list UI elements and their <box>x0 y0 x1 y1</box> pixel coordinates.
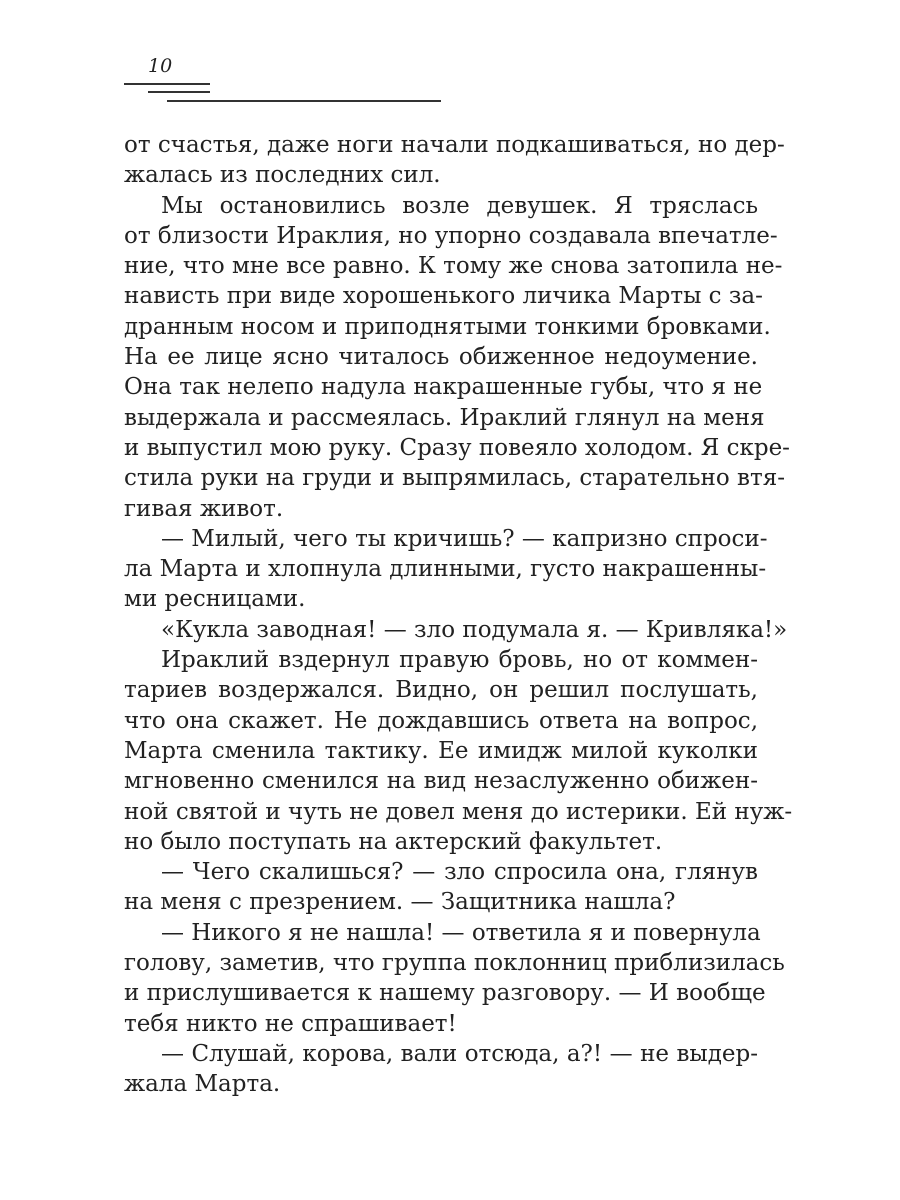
text-line: стила руки на груди и выпрямилась, старательно втя- <box>124 465 785 492</box>
body-text <box>124 130 793 1100</box>
header-rule-1 <box>124 83 210 85</box>
header-rule-2 <box>148 91 210 93</box>
text-line: дранным носом и приподнятыми тонкими бровками. <box>124 313 771 340</box>
text-line: «Кукла заводная! — зло подумала я. — Кривляка!» <box>161 616 788 643</box>
text-line: Ираклий вздернул правую бровь, но от коммен- <box>161 647 758 674</box>
text-line: и выпустил мою руку. Сразу повеяло холодом. Я скре- <box>124 434 790 461</box>
text-line: жала Марта. <box>124 1071 281 1098</box>
text-line: от близости Ираклия, но упорно создавала впечатле- <box>124 222 778 249</box>
text-line: но было поступать на актерский факультет. <box>124 828 663 855</box>
text-line: мгновенно сменился на вид незаслуженно обижен- <box>124 768 758 795</box>
text-line: Она так нелепо надула накрашенные губы, что я не <box>124 374 763 401</box>
page-number: 10 <box>148 55 173 77</box>
text-line: ние, что мне все равно. К тому же снова затопила не- <box>124 253 783 280</box>
text-line: на меня с презрением. — Защитника нашла? <box>124 889 676 916</box>
text-line: и прислушивается к нашему разговору. — И вообще <box>124 980 766 1007</box>
text-line: ла Марта и хлопнула длинными, густо накрашенны- <box>124 556 767 583</box>
text-line: тебя никто не спрашивает! <box>124 1010 457 1037</box>
text-line: На ее лице ясно читалось обиженное недоумение. <box>124 344 758 371</box>
text-line: голову, заметив, что группа поклонниц приблизилась <box>124 950 785 977</box>
text-line: Марта сменила тактику. Ее имидж милой куколки <box>124 737 758 764</box>
text-line: жалась из последних сил. <box>124 162 441 189</box>
text-line: — Милый, чего ты кричишь? — капризно спроси- <box>161 525 768 552</box>
text-line: ми ресницами. <box>124 586 306 613</box>
text-line: — Чего скалишься? — зло спросила она, глянув <box>161 859 758 886</box>
text-line: тариев воздержался. Видно, он решил послушать, <box>124 677 758 704</box>
text-line: выдержала и рассмеялась. Ираклий глянул на меня <box>124 404 765 431</box>
text-line: ной святой и чуть не довел меня до истерики. Ей нуж- <box>124 798 793 825</box>
text-line: нависть при виде хорошенького личика Марты с за- <box>124 283 763 310</box>
text-line: — Слушай, корова, вали отсюда, а?! — не выдер- <box>161 1040 758 1067</box>
text-line: гивая живот. <box>124 495 284 522</box>
text-line: Мы остановились возле девушек. Я тряслась <box>161 192 758 219</box>
text-line: что она скажет. Не дождавшись ответа на вопрос, <box>124 707 758 734</box>
text-line: — Никого я не нашла! — ответила я и повернула <box>161 919 761 946</box>
text-line: от счастья, даже ноги начали подкашиваться, но дер- <box>124 132 785 158</box>
header-rule-3 <box>167 100 441 102</box>
